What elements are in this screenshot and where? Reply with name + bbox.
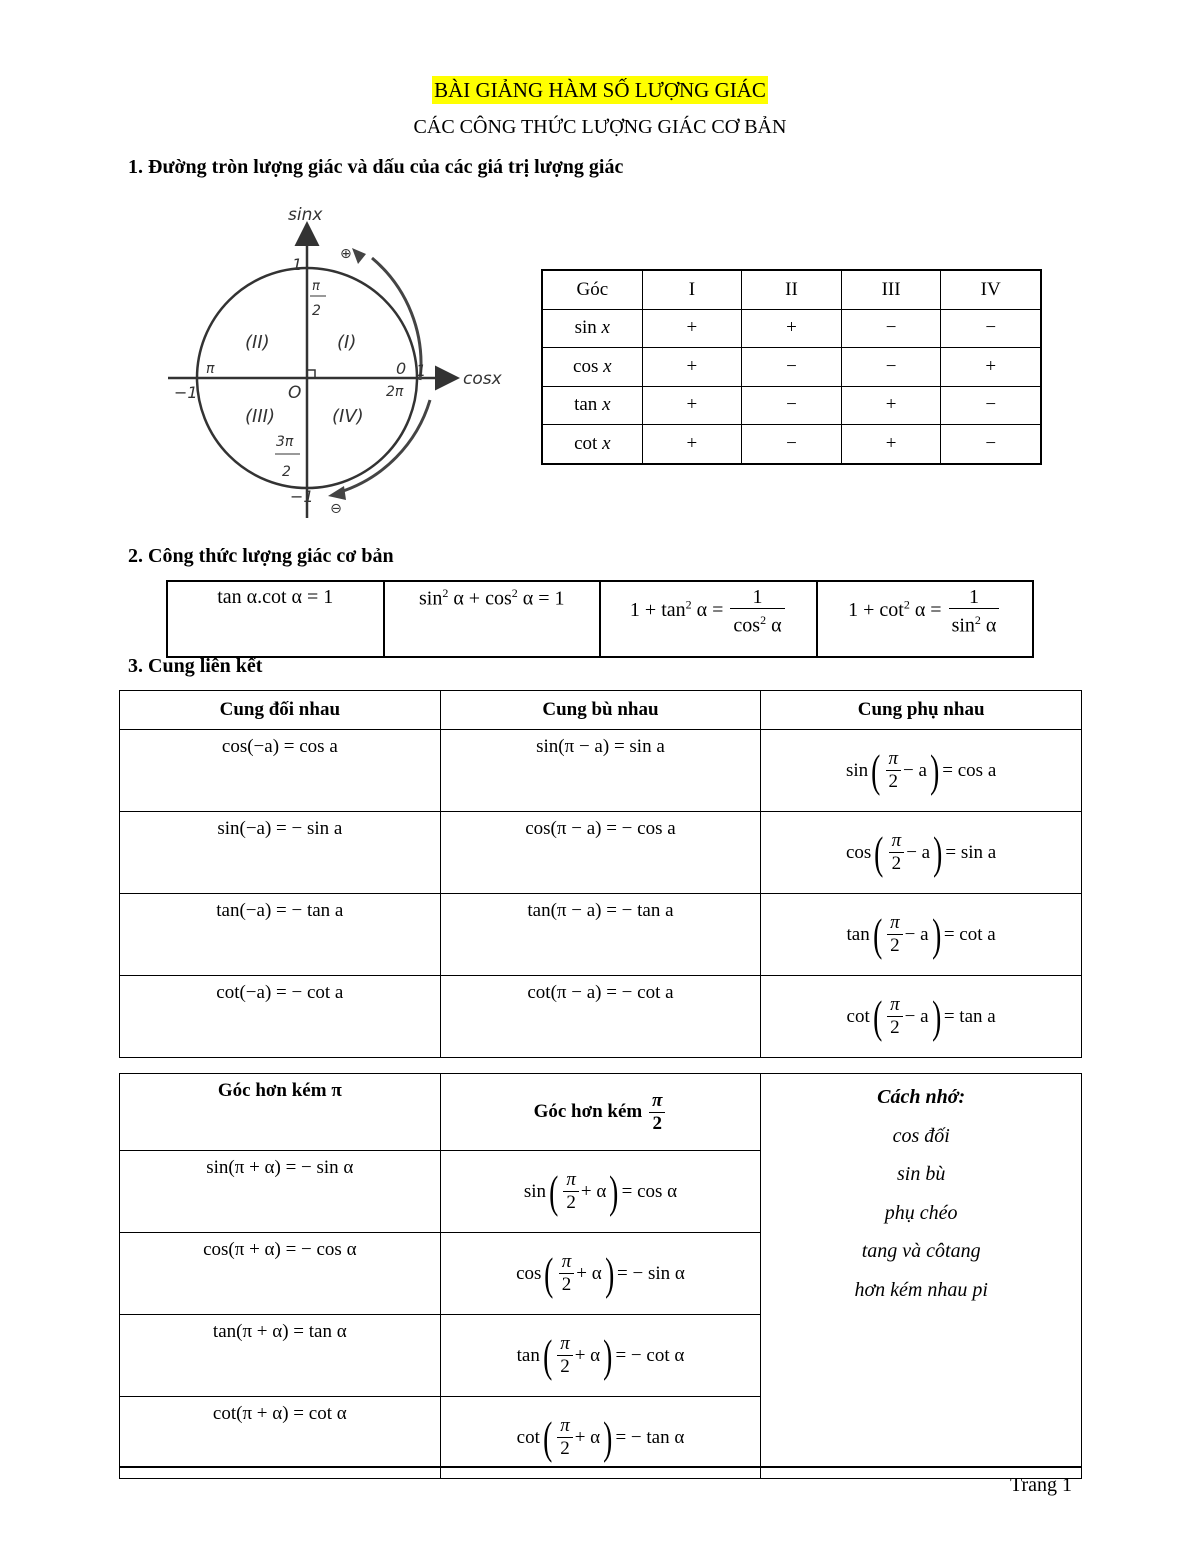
shift-pi-formula: sin(π + α) = − sin α [120,1151,441,1233]
table-row [120,812,1082,894]
top-value: 1 [292,255,303,274]
zero-label: 0 [396,359,407,378]
sign-cell: − [742,425,842,464]
section-3-heading: 3. Cung liên kết [128,655,263,677]
shift-pi-formula: cos(π + α) = − cos α [120,1233,441,1315]
positive-sign-icon: ⊕ [340,246,352,262]
memo-line: tang và côtang [861,1240,981,1262]
fn-cell: cot x [542,425,642,464]
quadrant-4-label: (IV) [332,406,364,427]
sign-table-header [542,270,1041,309]
sign-cell: + [642,425,742,464]
memo-line: hơn kém nhau pi [854,1278,988,1301]
footer-divider [119,1466,1082,1468]
fn-cell: cos x [542,348,642,387]
half-pi-num: π [312,279,320,294]
formula-pythagorean: $\sin^2 \alpha + \cos^2 \alpha = 1$ [384,581,601,657]
sign-cell: + [941,348,1041,387]
sign-cell: − [941,386,1041,425]
sign-cell: + [642,309,742,348]
basic-formulas-table [166,580,1034,658]
shift-pi-formula: cot(π + α) = cot α [120,1397,441,1479]
memo-line: sin bù [897,1163,946,1185]
sign-cell: − [742,386,842,425]
sign-cell: + [841,386,941,425]
sign-cell: − [941,425,1041,464]
memo-title: Cách nhớ: [877,1086,966,1108]
complementary-formula: sin ( $\frac{\pi}{2}$ − a ) = cos a [761,730,1082,812]
formula-tan-squared: $1 + \tan^2 \alpha$ = $\frac{1}{\cos^2 \alpha}$ [600,581,817,657]
sign-cell: + [742,309,842,348]
sign-cell: − [841,348,941,387]
quadrant-3-label: (III) [245,406,275,427]
header-complementary: Cung phụ nhau [761,691,1082,730]
y-axis-label: sinx [288,205,323,225]
fn-cell: sin x [542,309,642,348]
complementary-formula: cos ( $\frac{\pi}{2}$ − a ) = sin a [761,812,1082,894]
shift-half-pi-formula: sin ( $\frac{\pi}{2}$ + α ) = cos α [440,1151,761,1233]
complementary-formula: cot ( $\frac{\pi}{2}$ − a ) = tan a [761,976,1082,1058]
header-shift-half-pi: Góc hơn kém $\frac{\pi}{2}$ [440,1074,761,1151]
quadrant-2-label: (II) [245,332,270,353]
table-row [120,730,1082,812]
section-1-heading: 1. Đường tròn lượng giác và dấu của các giá trị lượng giác [128,156,624,178]
three-half-pi-num: 3π [276,434,294,450]
table-row [120,976,1082,1058]
memo-line: cos đối [892,1124,950,1147]
header-goc: Góc [542,270,642,309]
bottom-value: −1 [290,487,314,506]
page-number: Trang 1 [1009,1474,1072,1496]
supplementary-formula: sin(π − a) = sin a [440,730,761,812]
angle-shift-table [119,1073,1082,1479]
header-q1: I [642,270,742,309]
sign-cell: + [642,386,742,425]
shift-pi-formula: tan(π + α) = tan α [120,1315,441,1397]
sign-cell: + [642,348,742,387]
half-pi-den: 2 [312,303,321,319]
pi-label: π [206,361,215,377]
supplementary-formula: cos(π − a) = − cos a [440,812,761,894]
right-value: 1 [416,361,427,380]
memo-cell [761,1074,1082,1479]
section-2-heading: 2. Công thức lượng giác cơ bản [128,545,394,567]
related-angles-table [119,690,1082,1058]
table-row [120,894,1082,976]
memo-line: phụ chéo [884,1201,958,1224]
negative-sign-icon: ⊖ [330,500,342,516]
x-axis-label: cosx [463,369,502,389]
header-q4: IV [941,270,1041,309]
sign-row-cot [542,425,1041,464]
shift-half-pi-formula: tan ( $\frac{\pi}{2}$ + α ) = − cot α [440,1315,761,1397]
opposite-formula: tan(−a) = − tan a [120,894,441,976]
page-title: BÀI GIẢNG HÀM SỐ LƯỢNG GIÁC [434,78,766,102]
supplementary-formula: cot(π − a) = − cot a [440,976,761,1058]
title-block [0,76,1200,104]
header-q3: III [841,270,941,309]
fn-cell: tan x [542,386,642,425]
three-half-pi-den: 2 [282,464,291,480]
sign-row-cos [542,348,1041,387]
two-pi-label: 2π [386,384,404,400]
sign-cell: − [941,309,1041,348]
sign-cell: − [742,348,842,387]
header-opposite: Cung đối nhau [120,691,441,730]
shift-half-pi-formula: cot ( $\frac{\pi}{2}$ + α ) = − tan α [440,1397,761,1479]
left-value: −1 [174,383,198,402]
header-shift-pi: Góc hơn kém π [120,1074,441,1151]
supplementary-formula: tan(π − a) = − tan a [440,894,761,976]
opposite-formula: cos(−a) = cos a [120,730,441,812]
formula-tan-cot: tan α.cot α = 1 [167,581,384,657]
quadrant-1-label: (I) [337,332,357,353]
sign-table [541,269,1042,465]
sign-row-tan [542,386,1041,425]
sign-row-sin [542,309,1041,348]
shift-half-pi-formula: cos ( $\frac{\pi}{2}$ + α ) = − sin α [440,1233,761,1315]
complementary-formula: tan ( $\frac{\pi}{2}$ − a ) = cot a [761,894,1082,976]
opposite-formula: sin(−a) = − sin a [120,812,441,894]
header-supplementary: Cung bù nhau [440,691,761,730]
sign-cell: − [841,309,941,348]
origin-label: O [288,383,302,403]
sign-cell: + [841,425,941,464]
page-subtitle: CÁC CÔNG THỨC LƯỢNG GIÁC CƠ BẢN [413,116,787,138]
unit-circle-diagram [160,200,520,525]
formula-cot-squared: $1 + \cot^2 \alpha$ = $\frac{1}{\sin^2 \alpha}$ [817,581,1034,657]
header-q2: II [742,270,842,309]
opposite-formula: cot(−a) = − cot a [120,976,441,1058]
